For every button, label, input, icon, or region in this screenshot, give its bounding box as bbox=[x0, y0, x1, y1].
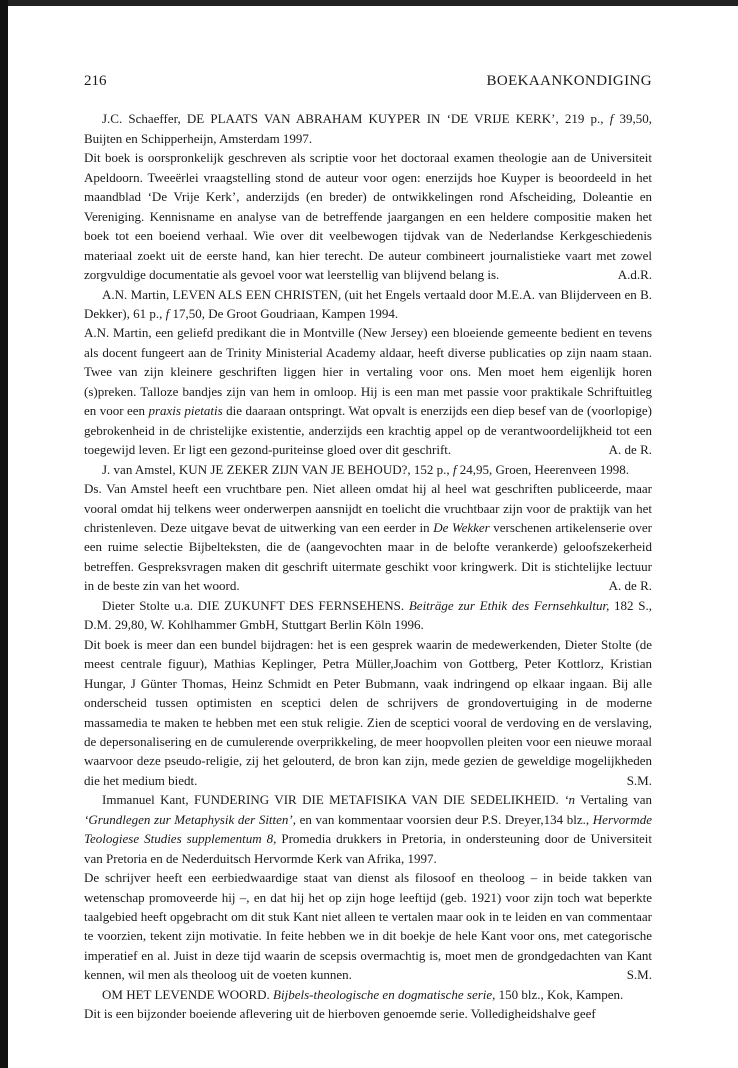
text-run: 17,50, De Groot Goudriaan, Kampen 1994. bbox=[169, 305, 399, 321]
reviewer-signature: A. de R. bbox=[608, 578, 652, 594]
italic-text: Beiträge zur Ethik des Fernsehkultur, bbox=[408, 597, 610, 613]
entry-review bbox=[84, 635, 652, 791]
entry-review bbox=[84, 148, 652, 284]
italic-text: ‘Grundlegen zur Metaphysik der Sitten’, bbox=[84, 811, 297, 827]
text-run: Ds. Van Amstel heeft een vruchtbare pen. Niet alleen omdat hij al heel wat geschriften publiceerde, maar vooral omdat hij telkens weer onderwerpen aansnijdt en toelicht die vruchtbaar zijn voor de praktijk van het christenleven. Deze uitgave bevat de uitwerking van een eerder in bbox=[84, 481, 652, 535]
italic-text: Hervormde Teologiese Studies supplementum 8, bbox=[84, 811, 653, 847]
text-run: A.N. Martin, LEVEN ALS EEN CHRISTEN, (uit het Engels vertaald door M.E.A. van Blijderveen en B. Dekker), 61 p., bbox=[84, 286, 652, 321]
text-run: OM HET LEVENDE WOORD. bbox=[102, 986, 274, 1002]
italic-text: De Wekker bbox=[433, 519, 490, 535]
text-run: A.N. Martin, een geliefd predikant die in Montville (New Jersey) een bloeiende gemeente bedient en tevens als docent fungeert aan de Trinity Ministerial Academy aldaar, heeft diverse publicaties op zijn naam staan. Twee van zijn kleinere geschriften liggen hier in vertaling voor ons. Men moet hem eigenlijk horen (s)preken. Talloze bandjes zijn van hem in omloop. Hij is een man met passie voor praktikale Schriftuitleg en voor een bbox=[84, 325, 652, 419]
entry-citation bbox=[84, 460, 652, 479]
text-run: verschenen artikelenserie over een ruime selectie Bijbelteksten, die de (aangevochten maar in de belofte verankerde) geloofszekerheid betreffen. Gespreksvragen maken dit geschrift uitermate geschikt voor kringwerk. Dit is stichtelijke lectuur in de beste zin van het woord. bbox=[84, 519, 652, 594]
text-run: Dit boek is meer dan een bundel bijdragen: het is een gesprek waarin de medewerkenden, Dieter Stolte (de meest centrale figuur), Mathias Keplinger, Petra Müller,Joachim von Gottberg, Peter Kottlorz, Kristian Hungar, J Günter Thomas, Heinz Schmidt en Peter Bubmann, vaak indringend op elkaar ingaan. Bij alle onderscheid tussen optimisten en sceptici delen de schrijvers de grondovertuiging in de moderne massamedia te maken te hebben met een stuk religie. Zien de sceptici vooral de verdoving en de verslaving, de depersonalisering en de cumulerende overprikkeling, de meer hoopvollen pleiten voor een nieuwe moraal waarvoor deze pseudo-religie, zij het gelouterd, de bron kan zijn, mede gezien de geweldige mogelijkheden die het medium biedt. bbox=[84, 636, 652, 788]
page-number: 216 bbox=[84, 73, 107, 89]
entry-citation bbox=[84, 596, 652, 635]
italic-text: ‘n bbox=[564, 792, 575, 808]
reviewer-signature: A.d.R. bbox=[617, 267, 652, 283]
italic-text: f bbox=[609, 111, 614, 127]
text-run: J. van Amstel, KUN JE ZEKER ZIJN VAN JE BEHOUD?, 152 p., bbox=[102, 461, 453, 477]
book-announcements bbox=[84, 109, 652, 1023]
entry-review bbox=[84, 479, 652, 596]
entry-citation bbox=[84, 109, 652, 148]
text-run: 24,95, Groen, Heerenveen 1998. bbox=[456, 461, 630, 477]
reviewer-signature: A. de R. bbox=[608, 442, 652, 458]
text-run: die daaraan ontspringt. Wat opvalt is enerzijds een diep besef van de (voorlopige) gebrokenheid in de christelijke existentie, anderzijds een krachtig appel op de verantwoordelijkheid tot een toegewijd leven. Er ligt een gezond-puriteinse gloed over dit geschrift. bbox=[84, 403, 652, 458]
text-run: 150 blz., Kok, Kampen. bbox=[495, 986, 624, 1002]
entry-review bbox=[84, 323, 652, 459]
reviewer-signature: S.M. bbox=[626, 772, 652, 788]
text-run: J.C. Schaeffer, DE PLAATS VAN ABRAHAM KUYPER IN ‘DE VRIJE KERK’, 219 p., bbox=[102, 111, 610, 127]
text-run: Dieter Stolte u.a. DIE ZUKUNFT DES FERNSEHENS. bbox=[102, 597, 409, 613]
running-title: BOEKAANKONDIGING bbox=[486, 73, 652, 89]
reviewer-signature: S.M. bbox=[626, 967, 652, 983]
text-run: Promedia drukkers in Pretoria, in ondersteuning door de Universiteit van Pretoria en de Nederduitsch Hervormde Kerk van Afrika, 1997. bbox=[84, 831, 653, 866]
text-run: Dit boek is oorspronkelijk geschreven als scriptie voor het doctoraal examen theologie aan de Universiteit Apeldoorn. Tweeërlei vraagstelling stond de auteur voor ogen: enerzijds hoe Kuyper is beoordeeld in het maandblad ‘De Vrije Kerk’, anderzijds (en breder) de ontwikkelingen rond Afscheiding, Doleantie en Vereniging. Kennisname en analyse van de betreffende jaargangen en een heldere compositie maken het boek tot een boeiend verhaal. Wie over dit veelbewogen tijdvak van de Nederlandse Kerkgeschiedenis materiaal zoekt uit de eerste hand, kan hier terecht. De auteur combineert journalistieke vaart met zowel zorgvuldige documentatie als gevoel voor wat leerstellig van blijvend belang is. bbox=[84, 150, 652, 283]
scan-border-left bbox=[0, 0, 8, 1068]
text-run: en van kommentaar voorsien deur P.S. Dreyer,134 blz., bbox=[296, 811, 593, 827]
text-run: Immanuel Kant, FUNDERING VIR DIE METAFISIKA VAN DIE SEDELIKHEID. bbox=[102, 792, 565, 808]
italic-text: f bbox=[165, 305, 170, 321]
scan-border-top bbox=[0, 0, 738, 6]
text-run: 39,50, Buijten en Schipperheijn, Amsterdam 1997. bbox=[84, 111, 652, 146]
entry-citation bbox=[84, 790, 652, 868]
text-run: De schrijver heeft een eerbiedwaardige staat van dienst als filosoof en theoloog – in beide takken van wetenschap promoveerde hij –, en dat hij het op zijn hoge leeftijd (geb. 1921) voor zijn toch wat beperkte taalgebied heeft opgebracht om dit stuk Kant niet alleen te vertalen maar ook in te leiden en van commentaar te voorzien, tekent zijn motivatie. In feite hebben we in dit boekje de hele Kant voor ons, met categorische imperatief en al. Juist in deze tijd waarin de scepsis overmachtig is, moet men de grondgedachten van Kant kennen, wil men als theoloog uit de voeten kunnen. bbox=[84, 870, 652, 983]
entry-citation bbox=[84, 985, 652, 1004]
page-header bbox=[84, 72, 652, 91]
document-page bbox=[84, 60, 652, 1024]
entry-review bbox=[84, 1004, 652, 1023]
text-run: Vertaling van bbox=[575, 792, 653, 808]
italic-text: praxis pietatis bbox=[148, 403, 223, 419]
text-run: Dit is een bijzonder boeiende aflevering uit de hierboven genoemde serie. Volledigheidshalve geef bbox=[84, 1006, 596, 1022]
italic-text: f bbox=[452, 461, 457, 477]
entry-review bbox=[84, 868, 652, 985]
entry-citation bbox=[84, 285, 652, 324]
text-run: 182 S., D.M. 29,80, W. Kohlhammer GmbH, Stuttgart Berlin Köln 1996. bbox=[84, 597, 653, 633]
italic-text: Bijbels-theologische en dogmatische serie, bbox=[273, 986, 496, 1002]
